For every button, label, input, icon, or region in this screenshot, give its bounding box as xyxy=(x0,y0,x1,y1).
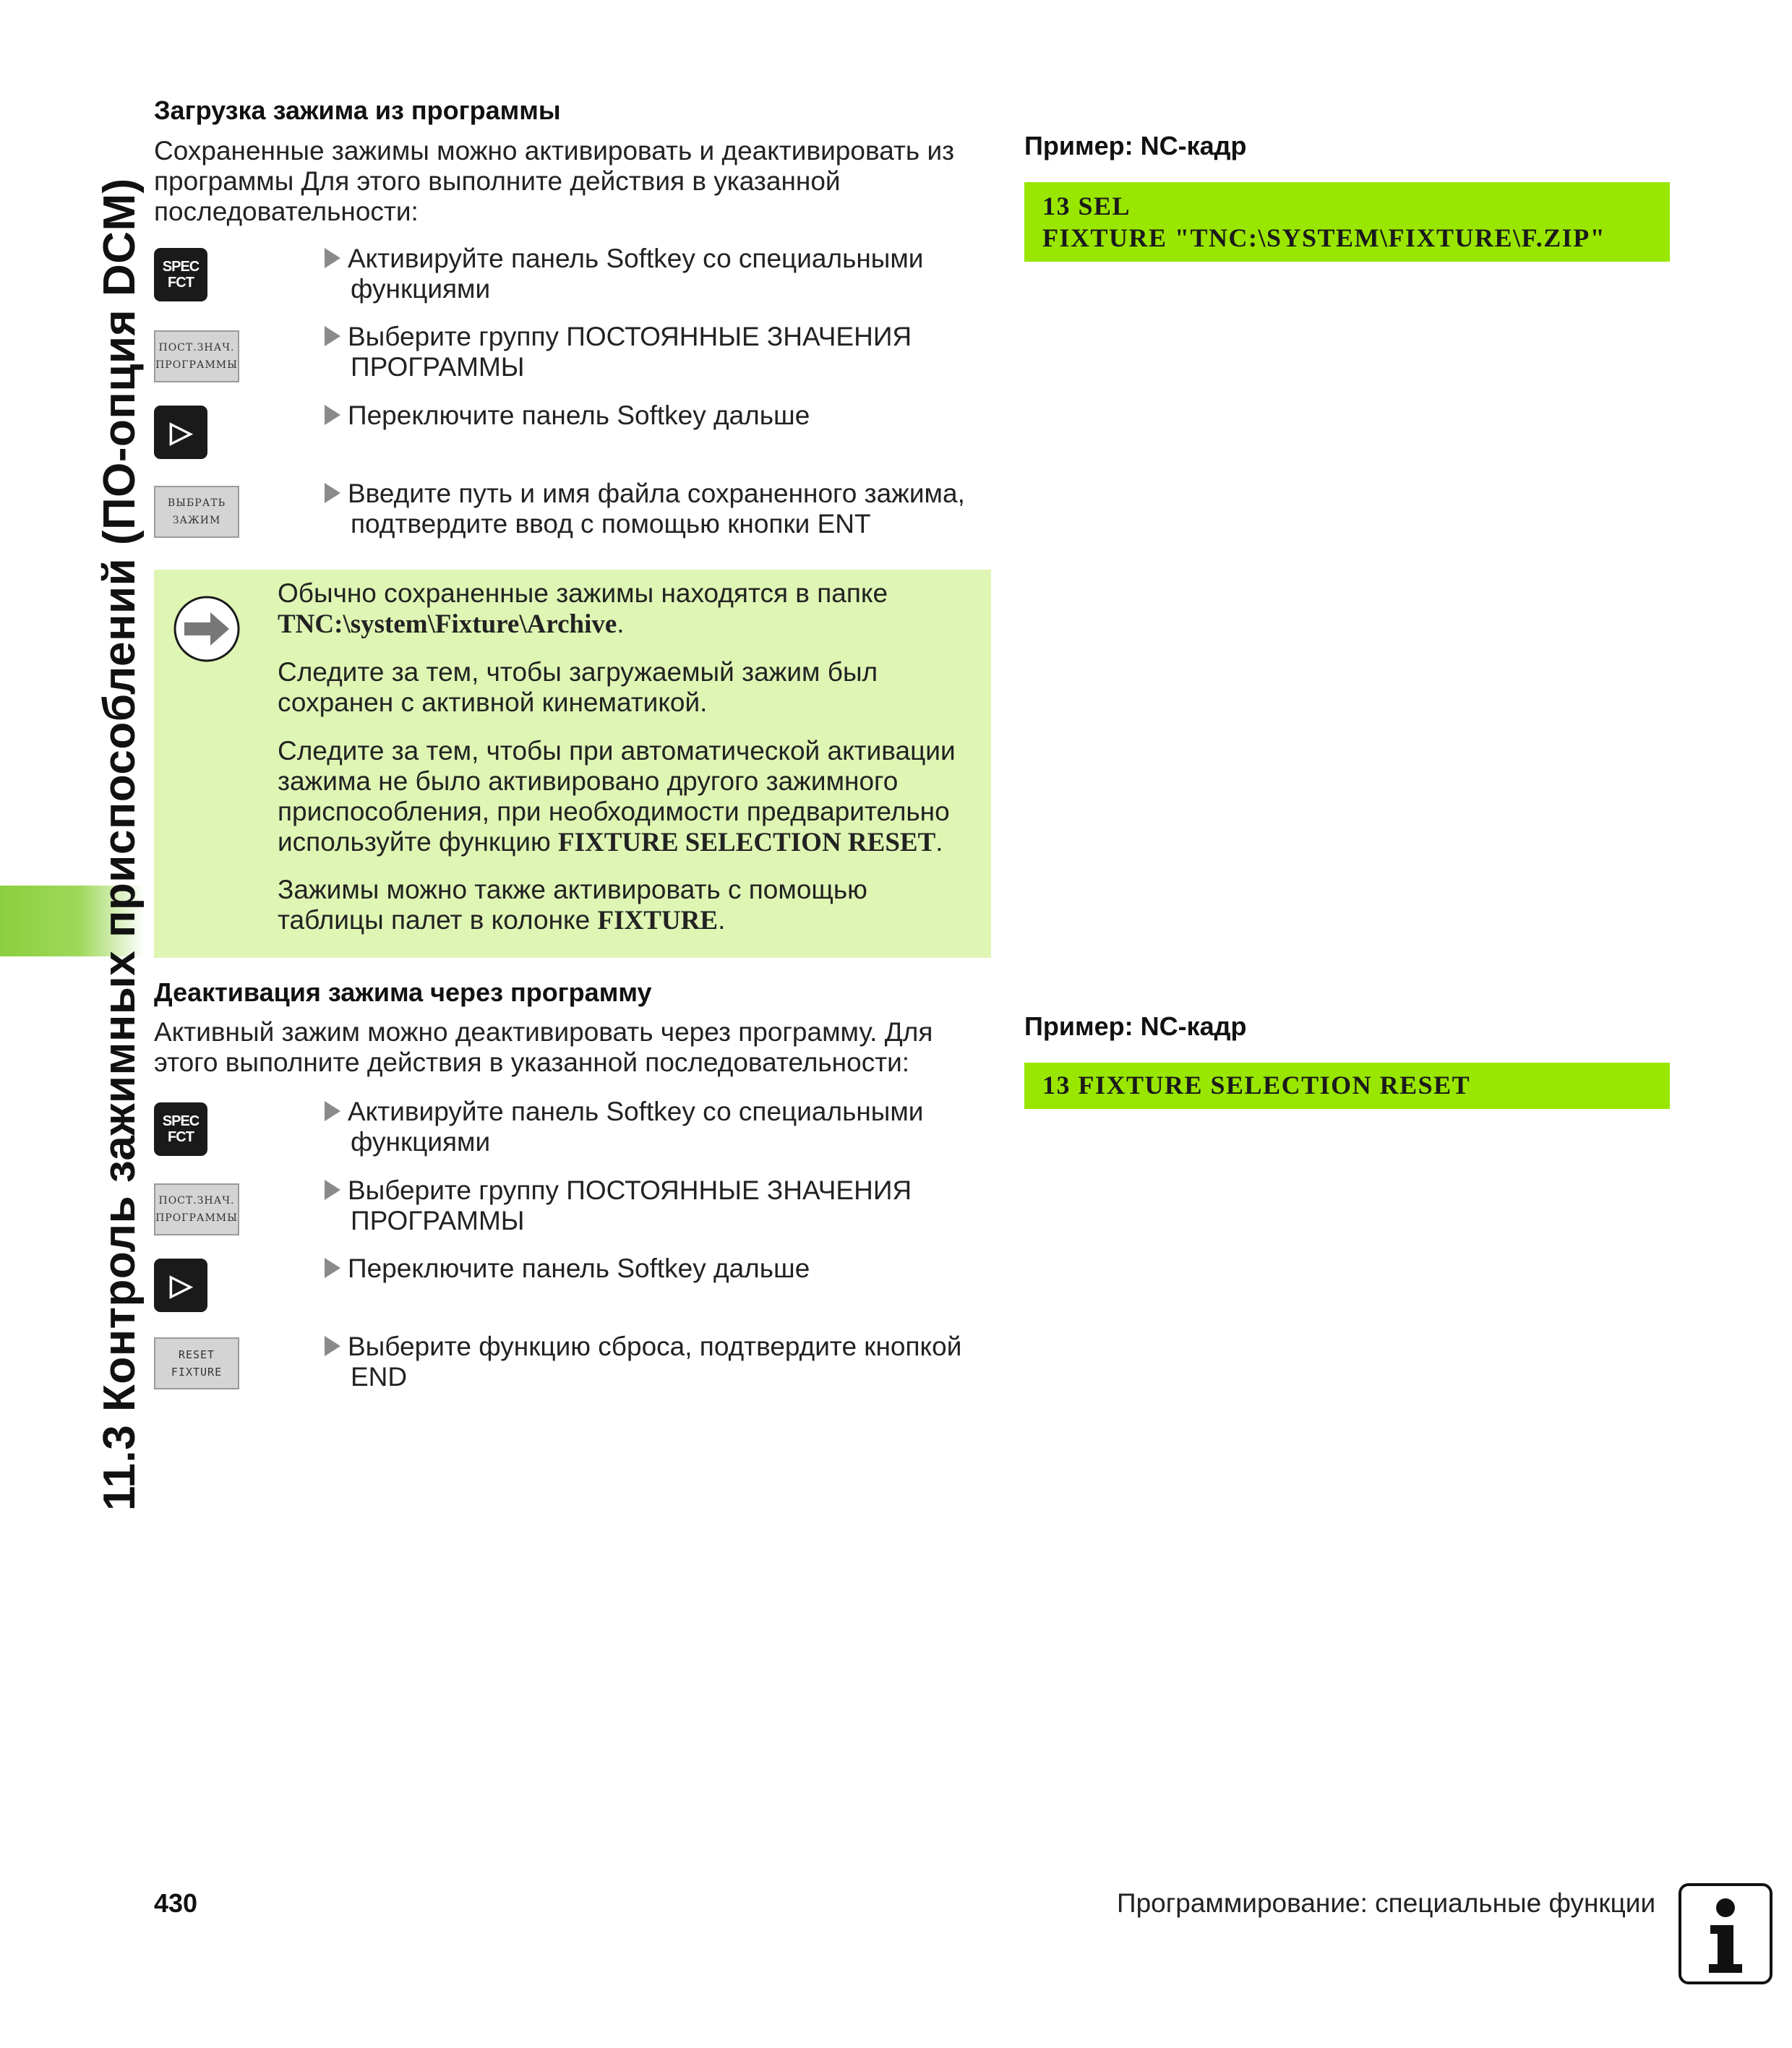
note-line xyxy=(278,827,956,858)
step-text: Выберите функцию сброса, подтвердите кнопкой xyxy=(348,1332,962,1361)
note-text: . xyxy=(718,905,726,935)
key-label: RESET xyxy=(178,1348,215,1361)
arrow-right-note-icon xyxy=(173,595,241,663)
example-heading-2: Пример: NC-кадр xyxy=(1024,1011,1247,1041)
key-label: SPEC xyxy=(162,1113,200,1129)
intro-line: последовательности: xyxy=(154,197,419,226)
note-line: Зажимы можно также активировать с помощью xyxy=(278,875,867,904)
note-line: приспособления, при необходимости предварительно xyxy=(278,797,950,826)
step-text: Выберите группу ПОСТОЯННЫЕ ЗНАЧЕНИЯ xyxy=(348,322,912,351)
key-label: SPEC xyxy=(162,259,200,275)
step-text: Активируйте панель Softkey со специальными xyxy=(348,1097,924,1126)
info-i-icon[interactable] xyxy=(1679,1883,1772,1984)
next-arrow-key[interactable] xyxy=(154,1259,207,1312)
section-intro-deactivate xyxy=(154,1017,933,1078)
note-line: Обычно сохраненные зажимы находятся в папке xyxy=(278,578,888,608)
step-arrow-icon xyxy=(325,248,340,268)
softkey-vybrat-zazhim[interactable] xyxy=(154,486,239,538)
step-arrow-icon xyxy=(325,1101,340,1121)
key-label: ПОСТ.ЗНАЧ. xyxy=(158,1195,235,1207)
step-arrow-icon xyxy=(325,405,340,425)
intro-line: этого выполните действия в указанной последовательности: xyxy=(154,1047,910,1077)
spec-fct-key[interactable] xyxy=(154,1102,207,1156)
key-label: FCT xyxy=(168,1129,194,1145)
intro-line: Активный зажим можно деактивировать через программу. Для xyxy=(154,1017,933,1047)
note-text: . xyxy=(935,827,943,857)
step-text: END xyxy=(351,1362,408,1392)
next-arrow-key[interactable] xyxy=(154,406,207,459)
key-label: ВЫБРАТЬ xyxy=(167,497,226,509)
note-paragraph-4 xyxy=(278,875,867,936)
step-text: Выберите группу ПОСТОЯННЫЕ ЗНАЧЕНИЯ xyxy=(348,1175,912,1205)
step-arrow-icon xyxy=(325,483,340,503)
step-text: подтвердите ввод с помощью кнопки ENT xyxy=(351,509,871,539)
footer-chapter-title: Программирование: специальные функции xyxy=(1117,1888,1656,1918)
folder-path: TNC:\system\Fixture\Archive xyxy=(278,609,617,639)
step-text: функциями xyxy=(351,1127,491,1157)
note-line xyxy=(278,609,888,640)
section-heading-load: Загрузка зажима из программы xyxy=(154,95,561,125)
step-text: ПРОГРАММЫ xyxy=(351,1206,525,1235)
code-block-1 xyxy=(1024,182,1670,262)
step-text: Переключите панель Softkey дальше xyxy=(348,1254,810,1283)
key-label: FCT xyxy=(168,275,194,291)
example-heading-1: Пример: NC-кадр xyxy=(1024,131,1247,160)
function-name: FIXTURE SELECTION RESET xyxy=(557,828,936,857)
note-line xyxy=(278,905,867,936)
section-heading-deactivate: Деактивация зажима через программу xyxy=(154,977,652,1007)
softkey-reset-fixture[interactable] xyxy=(154,1337,239,1389)
note-line: сохранен с активной кинематикой. xyxy=(278,687,708,717)
step-arrow-icon xyxy=(325,1258,340,1278)
side-tab xyxy=(0,0,145,2048)
page-number: 430 xyxy=(154,1888,198,1918)
key-label: ПОСТ.ЗНАЧ. xyxy=(158,342,235,354)
step-arrow-icon xyxy=(325,1180,340,1200)
note-text: . xyxy=(617,609,625,638)
step-text: функциями xyxy=(351,274,491,304)
code-line: 13 SEL xyxy=(1042,192,1131,220)
code-line: FIXTURE "TNC:\SYSTEM\FIXTURE\F.ZIP" xyxy=(1042,223,1606,252)
spec-fct-key[interactable] xyxy=(154,248,207,301)
step-text: Введите путь и имя файла сохраненного зажима, xyxy=(348,479,965,508)
side-chapter-title: 11.3 Контроль зажимных приспособлений (ПО-опция DCM) xyxy=(95,178,145,1511)
key-label: ПРОГРАММЫ xyxy=(155,359,238,371)
softkey-post-znach[interactable] xyxy=(154,330,239,382)
note-text: таблицы палет в колонке xyxy=(278,905,598,935)
note-paragraph-3 xyxy=(278,736,956,858)
next-icon: ▷ xyxy=(170,416,192,448)
section-intro-load xyxy=(154,136,954,227)
step-arrow-icon xyxy=(325,1336,340,1356)
softkey-post-znach[interactable] xyxy=(154,1183,239,1235)
step-text: ПРОГРАММЫ xyxy=(351,352,525,382)
step-arrow-icon xyxy=(325,326,340,346)
key-label: ЗАЖИМ xyxy=(172,515,221,526)
info-glyph xyxy=(1681,1886,1770,1981)
key-label: FIXTURE xyxy=(171,1366,223,1379)
key-label: ПРОГРАММЫ xyxy=(155,1212,238,1224)
code-block-2 xyxy=(1024,1063,1670,1109)
note-paragraph-2 xyxy=(278,657,878,718)
intro-line: Сохраненные зажимы можно активировать и деактивировать из xyxy=(154,136,955,166)
note-line: Следите за тем, чтобы при автоматической активации xyxy=(278,736,956,766)
intro-line: программы Для этого выполните действия в указанной xyxy=(154,166,841,196)
note-line: Следите за тем, чтобы загружаемый зажим был xyxy=(278,657,878,687)
note-text: используйте функцию xyxy=(278,827,558,857)
code-line: 13 FIXTURE SELECTION RESET xyxy=(1042,1071,1471,1100)
step-text: Активируйте панель Softkey со специальными xyxy=(348,244,924,273)
step-text: Переключите панель Softkey дальше xyxy=(348,400,810,430)
note-line: зажима не было активировано другого зажимного xyxy=(278,766,899,796)
next-icon: ▷ xyxy=(170,1269,192,1301)
column-name: FIXTURE xyxy=(597,906,719,935)
note-paragraph-1 xyxy=(278,578,888,640)
